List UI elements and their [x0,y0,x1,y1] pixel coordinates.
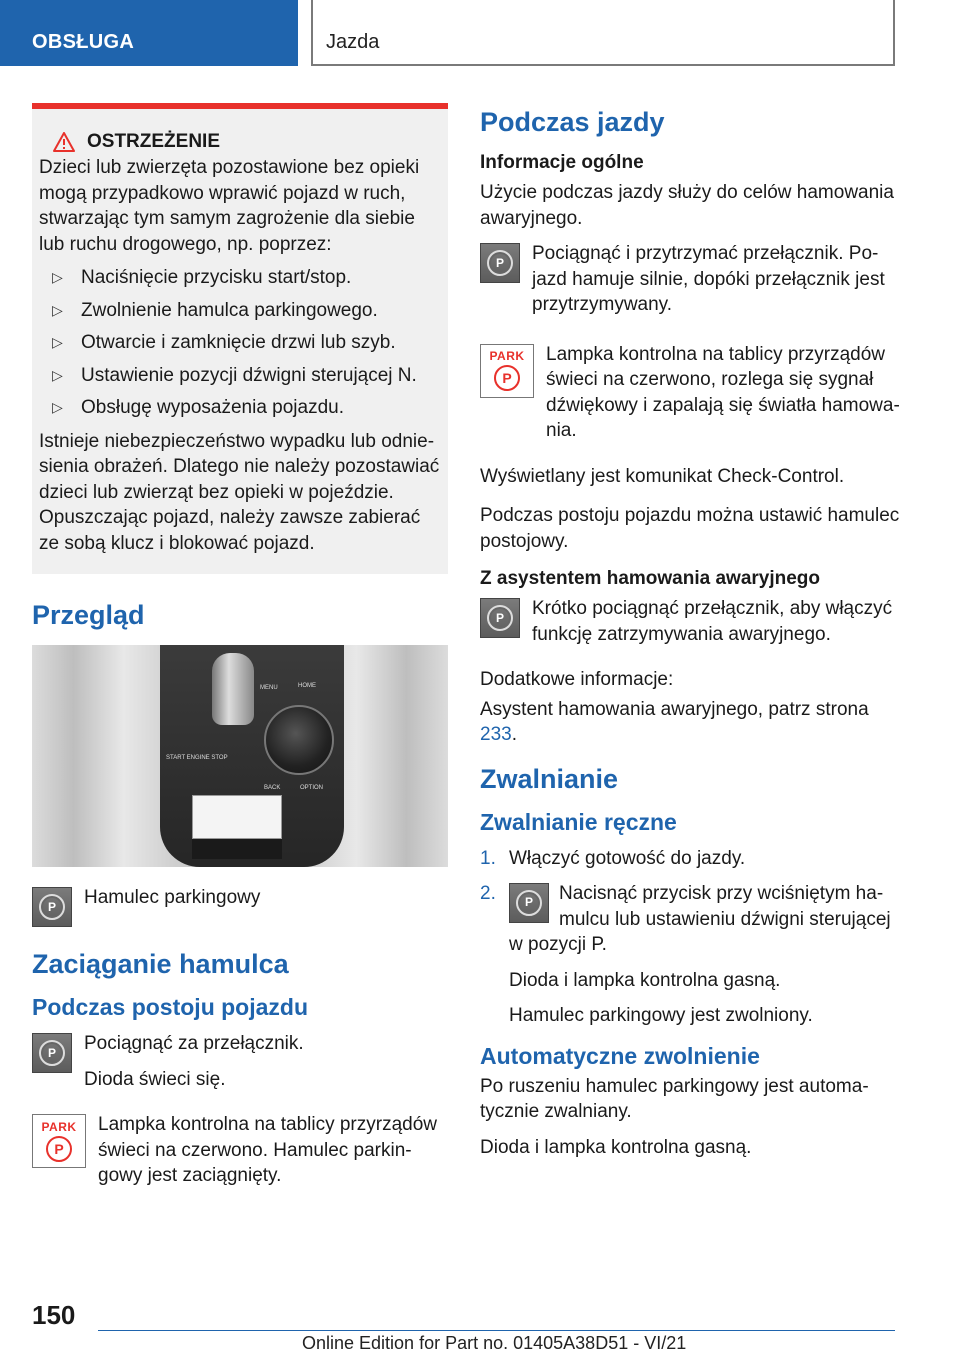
overview-heading: Przegląd [32,600,145,630]
lamp-text [546,342,900,454]
parking-brake-button-icon [509,883,549,923]
brake-p: P [47,1046,56,1060]
release-heading: Zwalnianie [480,763,619,794]
step-text: Włączyć gotowość do jazdy. [509,847,746,869]
center-console-photo [32,645,448,867]
brake-ring [516,890,542,916]
bullet-icon: ▷ [52,334,63,350]
apply-row [32,1031,448,1102]
list-item [39,330,441,356]
apply-lamp-text [98,1112,448,1199]
bullet-icon: ▷ [52,399,63,415]
parking-brake-button-icon [480,243,520,283]
warning-title [53,131,441,153]
brake-caption-text: Hamulec parkingowy [84,887,261,908]
lamp-p: Lampka kontrolna na tablicy przyrządów świeci na czerwono, rozlega się sygnał dźwiękowy i zapalają się światła hamowania. [546,343,900,441]
parking-brake-switch [192,839,282,859]
more-info-ref: Asystent hamowania awaryjnego, patrz strona [480,698,869,720]
park-lamp-icon [480,344,534,398]
general-text: Użycie podczas jazdy służy do celów hamowania awaryjnego. [480,182,894,229]
console-panel [160,645,344,867]
warning-list [39,265,441,421]
warning-outro: Istnieje niebezpieczeństwo wypadku lub odniesienia obrażeń. Dlatego nie należy pozostawiać dzieci lub zwierząt bez opieki w pojeździe. Opuszczając pojazd, należy zawsze zabierać ze sobą klucz i blokować pojazd. [39,430,440,554]
bullet-icon: ▷ [52,269,63,285]
pull-p: Pociągnąć i przytrzymać przełącznik. Pojazd hamuje silnie, dopóki przełącznik jest przytrzymywany. [532,243,885,315]
more-info-end: . [511,724,517,745]
bullet-icon: ▷ [52,301,63,318]
brake-p: P [495,256,504,270]
brake-p: P [524,895,533,910]
auto-release-heading: Automatyczne zwolnienie [480,1042,760,1069]
list-item [39,395,441,421]
brake-caption [84,885,260,921]
menu-label: MENU [260,685,278,691]
step-number: 2. [480,883,496,904]
list-item-text: Otwarcie i zamknięcie drzwi lub szyb. [81,332,396,353]
home-label: HOME [298,683,316,689]
chapter-header [311,0,895,66]
apply-p1: Pociągnąć za przełącznik. [84,1033,304,1054]
assist-p: Krótko pociągnąć przełącznik, aby włączyć funkcję zatrzymywania awaryjnego. [532,598,893,645]
gear-selector-icon [212,653,254,725]
bullet-icon: ▷ [52,366,63,383]
brake-p: P [495,611,504,625]
more-info-label: Dodatkowe informacje: [480,669,674,690]
section-label: OBSŁUGA [32,31,135,53]
touch-pad [192,795,282,839]
list-item-text: Obsługę wyposażenia pojazdu. [81,397,345,418]
pull-text [532,241,900,328]
step-text: Nacisnąć przycisk przy wciśniętym hamulcu lub ustawieniu dźwigni sterującej w pozycji P. [509,883,891,955]
list-item-text: Ustawienie pozycji dźwigni sterującej N. [81,364,417,386]
start-stop-label: START ENGINE STOP [166,755,228,761]
lamp-row [480,342,900,454]
list-item [39,298,441,324]
park-symbol: P [46,1136,72,1162]
brake-ring [39,894,65,920]
auto-release-p1: Po ruszeniu hamulec parkingowy jest automatycznie zwalniany. [480,1075,869,1122]
brake-ring [39,1040,65,1066]
back-label: BACK [264,785,281,791]
apply-lamp-row [32,1112,448,1199]
apply-heading: Zaciąganie hamulca [32,949,289,979]
option-label: OPTION [300,785,324,791]
auto-release-p2: Dioda i lampka kontrolna gasną. [480,1136,752,1158]
section-tab [0,0,298,66]
apply-subheading: Podczas postoju pojazdu [32,994,309,1020]
step-number: 1. [480,847,496,869]
apply-text [84,1031,304,1102]
step-item [480,846,900,872]
assist-heading: Z asystentem hamowania awaryjnego [480,568,821,589]
park-symbol: P [494,365,520,391]
parking-brake-button-icon [32,887,72,927]
page-number: 150 [32,1300,76,1330]
brake-p: P [47,900,56,914]
chapter-label: Jazda [326,31,380,53]
list-item-text: Naciśnięcie przycisku start/stop. [81,267,352,288]
assist-row [480,596,900,657]
list-item [39,265,441,291]
release-steps [480,846,900,1029]
warning-title-text: OSTRZEŻENIE [87,131,221,152]
warning-triangle-icon [53,132,75,152]
apply-lamp-p: Lampka kontrolna na tablicy przyrządów świeci na czerwono. Hamulec parkingowy jest zaciągnięty. [98,1114,438,1186]
more-info-text [480,697,900,748]
park-lamp-icon [32,1114,86,1168]
general-heading: Informacje ogólne [480,152,644,173]
page-link[interactable]: 233 [480,724,512,745]
park-word: PARK [489,349,525,363]
assist-text [532,596,900,657]
parking-brake-button-icon [32,1033,72,1073]
left-column [32,103,448,1209]
step-item [480,881,900,1029]
pull-row [480,241,900,328]
parking-brake-button-icon [480,598,520,638]
park-word: PARK [41,1119,77,1134]
warning-intro: Dzieci lub zwierzęta pozostawione bez opieki mogą przypadkowo wprawić pojazd w ruch, stwarzając tym samym zagrożenie dla siebie lub ruchu drogowego, np. poprzez: [39,157,420,255]
brake-ring [487,250,513,276]
step-note: Dioda i lampka kontrolna gasną. [509,969,781,991]
parking-text: Podczas postoju pojazdu można ustawić hamulec postojowy. [480,505,900,552]
manual-release-heading: Zwalnianie ręczne [480,808,677,835]
step-note: Hamulec parkingowy jest zwolniony. [509,1005,813,1026]
controller-dial-icon [264,705,334,775]
edition-text: Online Edition for Part no. 01405A38D51 - VI/21 [302,1333,687,1353]
warning-box [32,103,448,574]
list-item [39,363,441,389]
driving-heading: Podczas jazdy [480,107,665,137]
right-column [480,103,900,1170]
apply-p2: Dioda świeci się. [84,1068,226,1090]
brake-ring [487,605,513,631]
check-control-text: Wyświetlany jest komunikat Check-Control. [480,465,845,487]
footer-line [98,1330,895,1331]
list-item-text: Zwolnienie hamulca parkingowego. [81,299,378,321]
brake-caption-row [32,885,448,927]
